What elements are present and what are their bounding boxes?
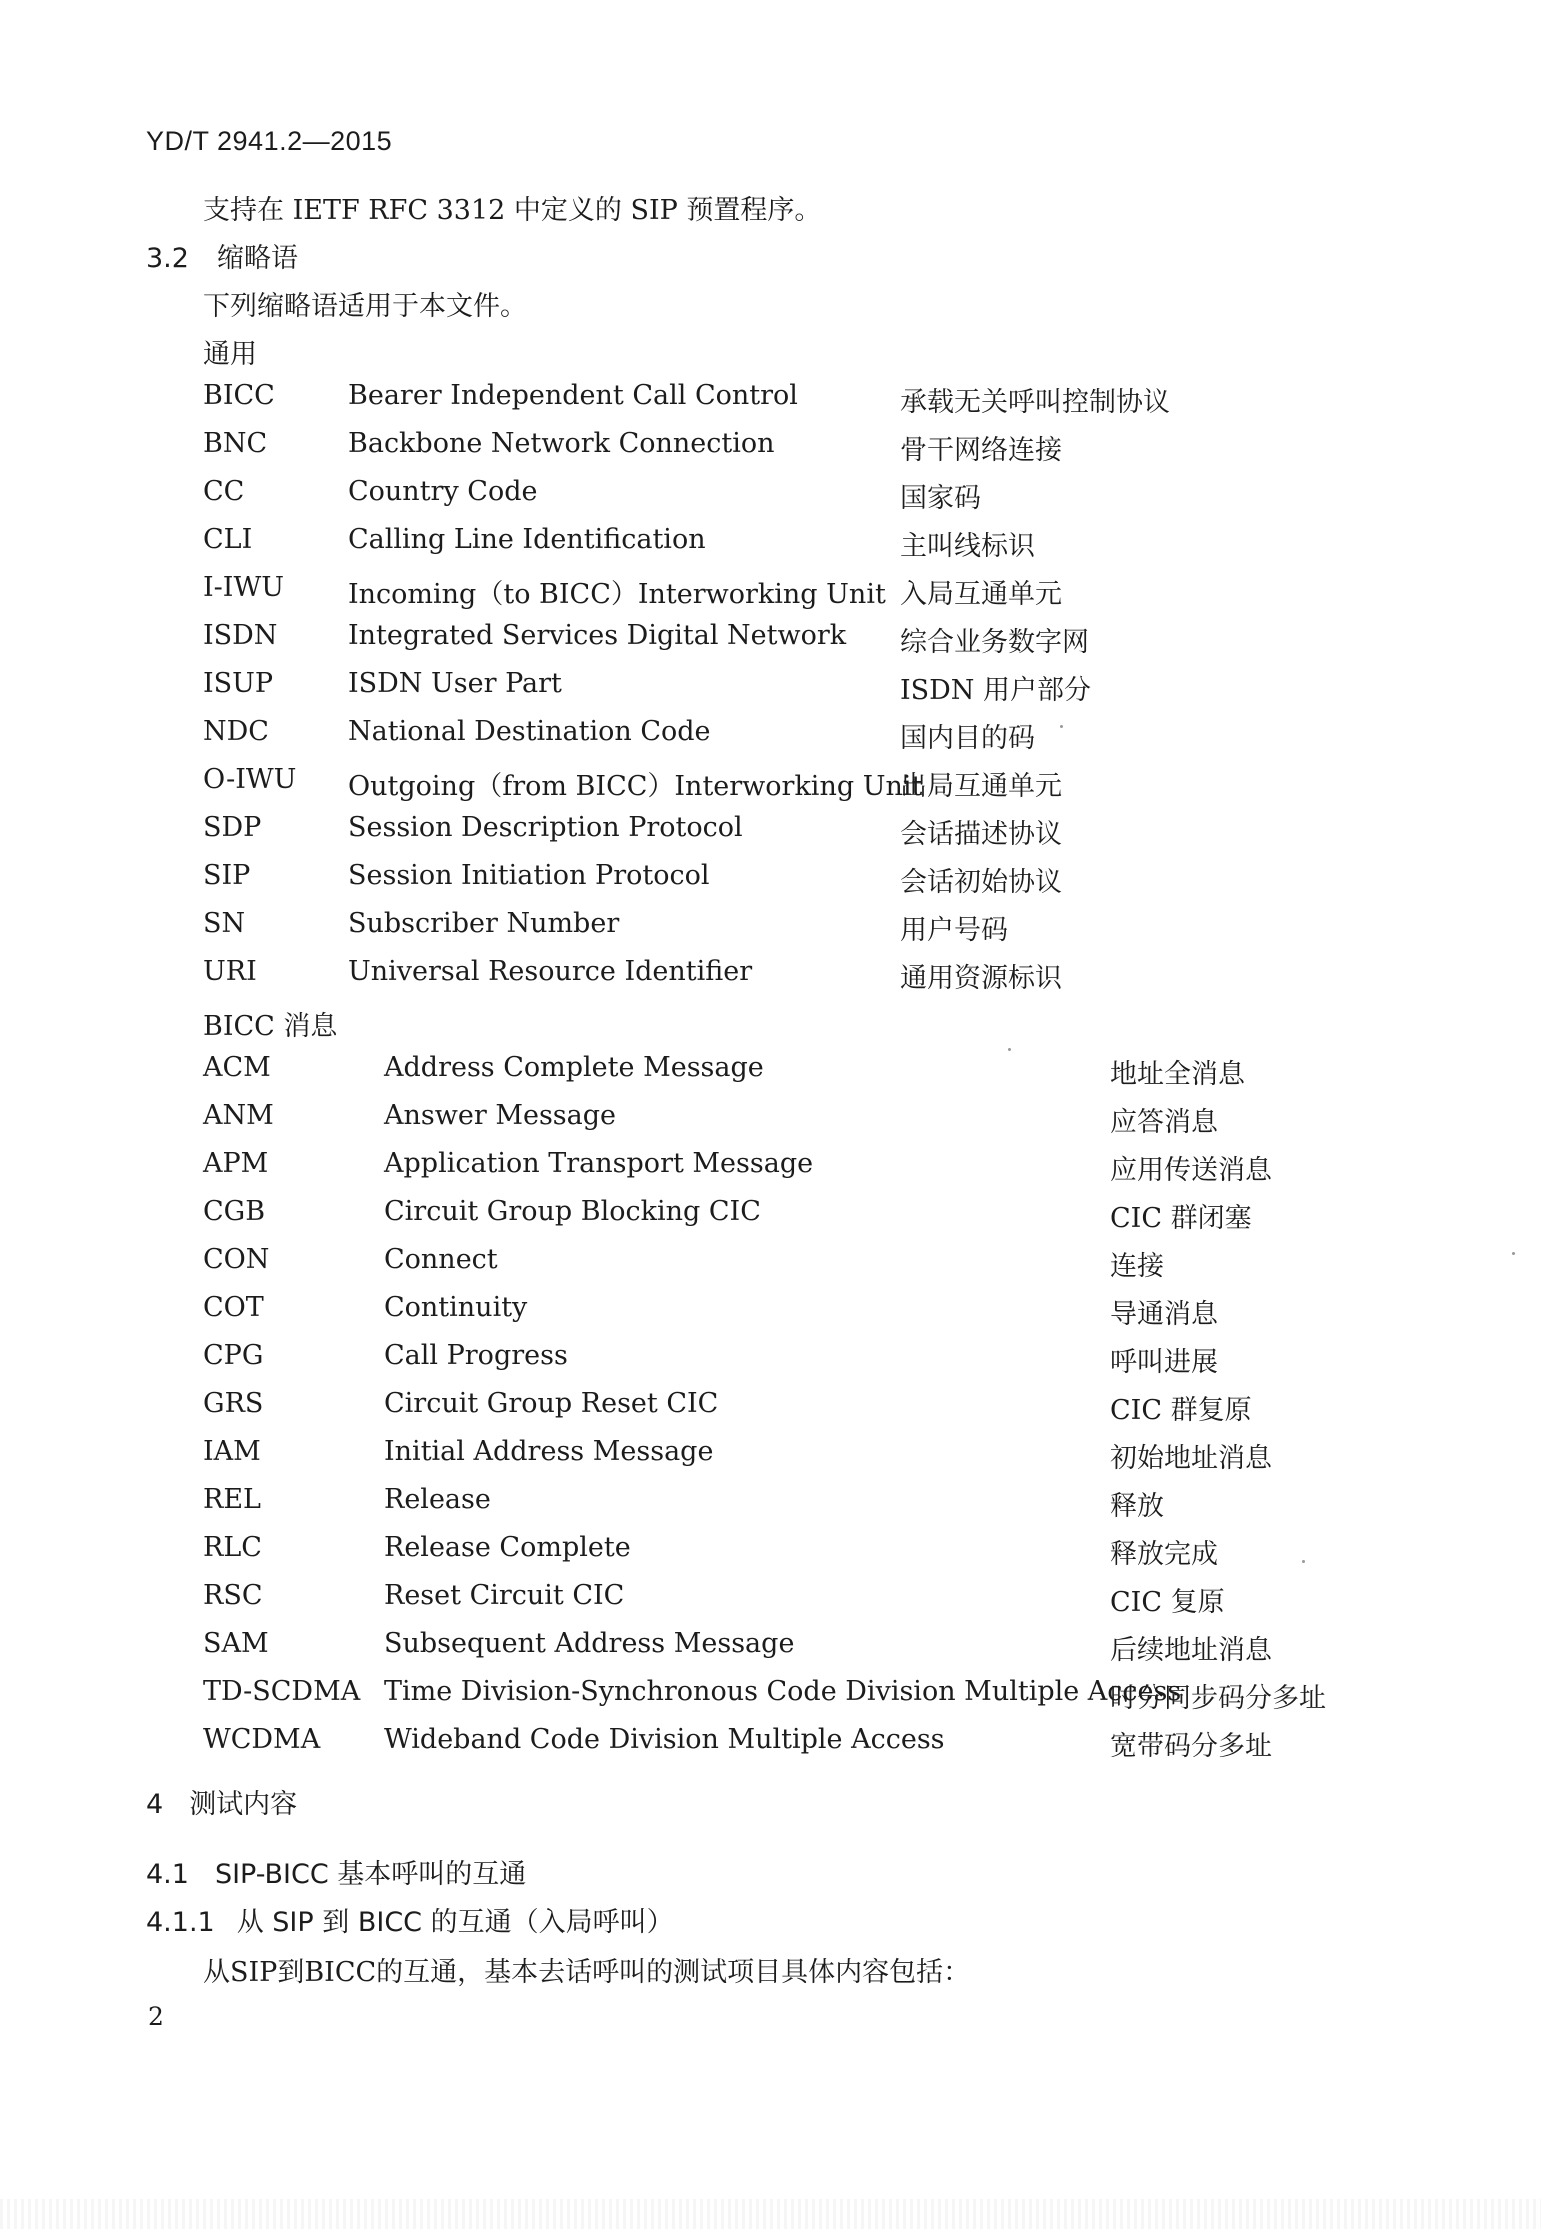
english-term-cell: Initial Address Message bbox=[384, 1436, 714, 1467]
chinese-term-cell: 承载无关呼叫控制协议 bbox=[900, 387, 1170, 418]
chinese-term-cell: 时分同步码分多址 bbox=[1110, 1683, 1326, 1714]
english-term-cell: Wideband Code Division Multiple Access bbox=[384, 1724, 945, 1755]
section-number: 4.1.1 bbox=[146, 1907, 215, 1938]
chinese-term-cell: 宽带码分多址 bbox=[1110, 1731, 1272, 1762]
chinese-term-cell: 用户号码 bbox=[900, 915, 1008, 946]
abbreviation-cell: RLC bbox=[203, 1532, 262, 1563]
page-number: 2 bbox=[148, 2002, 164, 2031]
chinese-term-cell: 应答消息 bbox=[1110, 1107, 1218, 1138]
section-4-1-1-heading bbox=[146, 1900, 674, 1939]
closing-line: 从SIP到BICC的互通，基本去话呼叫的测试项目具体内容包括： bbox=[203, 1957, 971, 1988]
chinese-term-cell: 呼叫进展 bbox=[1110, 1347, 1218, 1378]
english-term-cell: Circuit Group Reset CIC bbox=[384, 1388, 719, 1419]
abbreviation-cell: COT bbox=[203, 1292, 264, 1323]
abbreviation-cell: WCDMA bbox=[203, 1724, 321, 1755]
chinese-term-cell: ISDN 用户部分 bbox=[900, 675, 1092, 706]
scan-speck bbox=[1512, 1252, 1515, 1255]
chinese-term-cell: CIC 群复原 bbox=[1110, 1395, 1252, 1426]
english-term-cell: Backbone Network Connection bbox=[348, 428, 775, 459]
abbreviation-cell: SIP bbox=[203, 860, 251, 891]
abbreviation-cell: ACM bbox=[203, 1052, 271, 1083]
english-term-cell: Outgoing（from BICC）Interworking Unit bbox=[348, 771, 923, 802]
scan-speck bbox=[1008, 1048, 1011, 1051]
english-term-cell: ISDN User Part bbox=[348, 668, 562, 699]
section-number: 3.2 bbox=[146, 243, 189, 274]
english-term-cell: Bearer Independent Call Control bbox=[348, 380, 798, 411]
abbreviation-cell: BICC bbox=[203, 380, 275, 411]
english-term-cell: Application Transport Message bbox=[384, 1148, 814, 1179]
abbreviation-cell: BNC bbox=[203, 428, 268, 459]
abbreviation-cell: NDC bbox=[203, 716, 269, 747]
chinese-term-cell: 会话初始协议 bbox=[900, 867, 1062, 898]
chinese-term-cell: 通用资源标识 bbox=[900, 963, 1062, 994]
english-term-cell: Subscriber Number bbox=[348, 908, 620, 939]
abbreviation-cell: SAM bbox=[203, 1628, 269, 1659]
section-3-2-heading bbox=[146, 236, 298, 275]
english-term-cell: National Destination Code bbox=[348, 716, 711, 747]
abbreviation-cell: URI bbox=[203, 956, 257, 987]
english-term-cell: Calling Line Identification bbox=[348, 524, 706, 555]
section-4-heading bbox=[146, 1782, 297, 1821]
chinese-term-cell: 导通消息 bbox=[1110, 1299, 1218, 1330]
section-title: 从 SIP 到 BICC 的互通（入局呼叫） bbox=[236, 1907, 674, 1938]
chinese-term-cell: 应用传送消息 bbox=[1110, 1155, 1272, 1186]
chinese-term-cell: 释放完成 bbox=[1110, 1539, 1218, 1570]
english-term-cell: Connect bbox=[384, 1244, 498, 1275]
bicc-messages-heading: BICC 消息 bbox=[203, 1011, 338, 1042]
english-term-cell: Address Complete Message bbox=[384, 1052, 764, 1083]
chinese-term-cell: 入局互通单元 bbox=[900, 579, 1062, 610]
abbreviation-cell: CLI bbox=[203, 524, 253, 555]
document-header-id: YD/T 2941.2—2015 bbox=[146, 126, 393, 156]
abbreviation-cell: GRS bbox=[203, 1388, 264, 1419]
chinese-term-cell: 出局互通单元 bbox=[900, 771, 1062, 802]
abbreviation-cell: ISDN bbox=[203, 620, 278, 651]
chinese-term-cell: 释放 bbox=[1110, 1491, 1164, 1522]
english-term-cell: Circuit Group Blocking CIC bbox=[384, 1196, 761, 1227]
chinese-term-cell: 初始地址消息 bbox=[1110, 1443, 1272, 1474]
scan-speck bbox=[1302, 1560, 1305, 1563]
abbreviation-cell: SN bbox=[203, 908, 246, 939]
intro-line: 支持在 IETF RFC 3312 中定义的 SIP 预置程序。 bbox=[203, 195, 822, 226]
abbreviation-cell: TD-SCDMA bbox=[203, 1676, 361, 1707]
english-term-cell: Country Code bbox=[348, 476, 538, 507]
english-term-cell: Incoming（to BICC）Interworking Unit bbox=[348, 579, 886, 610]
chinese-term-cell: 主叫线标识 bbox=[900, 531, 1035, 562]
section-number: 4.1 bbox=[146, 1859, 189, 1890]
english-term-cell: Reset Circuit CIC bbox=[384, 1580, 625, 1611]
english-term-cell: Time Division-Synchronous Code Division Multiple Access bbox=[384, 1676, 1182, 1707]
section-title: SIP-BICC 基本呼叫的互通 bbox=[214, 1859, 527, 1890]
section-title: 测试内容 bbox=[189, 1789, 298, 1820]
abbreviation-cell: SDP bbox=[203, 812, 262, 843]
abbreviation-cell: CPG bbox=[203, 1340, 264, 1371]
abbreviation-cell: CGB bbox=[203, 1196, 266, 1227]
section-title: 缩略语 bbox=[216, 243, 298, 274]
abbreviation-cell: I-IWU bbox=[203, 572, 284, 603]
chinese-term-cell: 连接 bbox=[1110, 1251, 1164, 1282]
english-term-cell: Continuity bbox=[384, 1292, 528, 1323]
section-4-1-heading bbox=[146, 1852, 526, 1891]
english-term-cell: Release Complete bbox=[384, 1532, 631, 1563]
chinese-term-cell: CIC 复原 bbox=[1110, 1587, 1225, 1618]
chinese-term-cell: 国家码 bbox=[900, 483, 981, 514]
chinese-term-cell: 国内目的码 bbox=[900, 723, 1035, 754]
chinese-term-cell: 地址全消息 bbox=[1110, 1059, 1245, 1090]
chinese-term-cell: CIC 群闭塞 bbox=[1110, 1203, 1252, 1234]
english-term-cell: Call Progress bbox=[384, 1340, 568, 1371]
english-term-cell: Universal Resource Identifier bbox=[348, 956, 753, 987]
chinese-term-cell: 综合业务数字网 bbox=[900, 627, 1089, 658]
section-number: 4 bbox=[146, 1789, 164, 1820]
abbreviations-intro: 下列缩略语适用于本文件。 bbox=[203, 291, 527, 322]
abbreviation-cell: RSC bbox=[203, 1580, 263, 1611]
english-term-cell: Release bbox=[384, 1484, 491, 1515]
chinese-term-cell: 会话描述协议 bbox=[900, 819, 1062, 850]
abbreviation-cell: O-IWU bbox=[203, 764, 297, 795]
abbreviation-cell: CC bbox=[203, 476, 245, 507]
general-heading: 通用 bbox=[203, 339, 257, 370]
scan-speck bbox=[1060, 725, 1063, 728]
abbreviation-cell: ISUP bbox=[203, 668, 274, 699]
abbreviation-cell: APM bbox=[203, 1148, 269, 1179]
chinese-term-cell: 骨干网络连接 bbox=[900, 435, 1062, 466]
abbreviation-cell: ANM bbox=[203, 1100, 274, 1131]
english-term-cell: Session Description Protocol bbox=[348, 812, 743, 843]
chinese-term-cell: 后续地址消息 bbox=[1110, 1635, 1272, 1666]
english-term-cell: Integrated Services Digital Network bbox=[348, 620, 847, 651]
abbreviation-cell: CON bbox=[203, 1244, 270, 1275]
english-term-cell: Answer Message bbox=[384, 1100, 617, 1131]
abbreviation-cell: IAM bbox=[203, 1436, 261, 1467]
abbreviation-cell: REL bbox=[203, 1484, 261, 1515]
english-term-cell: Session Initiation Protocol bbox=[348, 860, 710, 891]
english-term-cell: Subsequent Address Message bbox=[384, 1628, 795, 1659]
scan-edge-noise bbox=[0, 2199, 1541, 2229]
